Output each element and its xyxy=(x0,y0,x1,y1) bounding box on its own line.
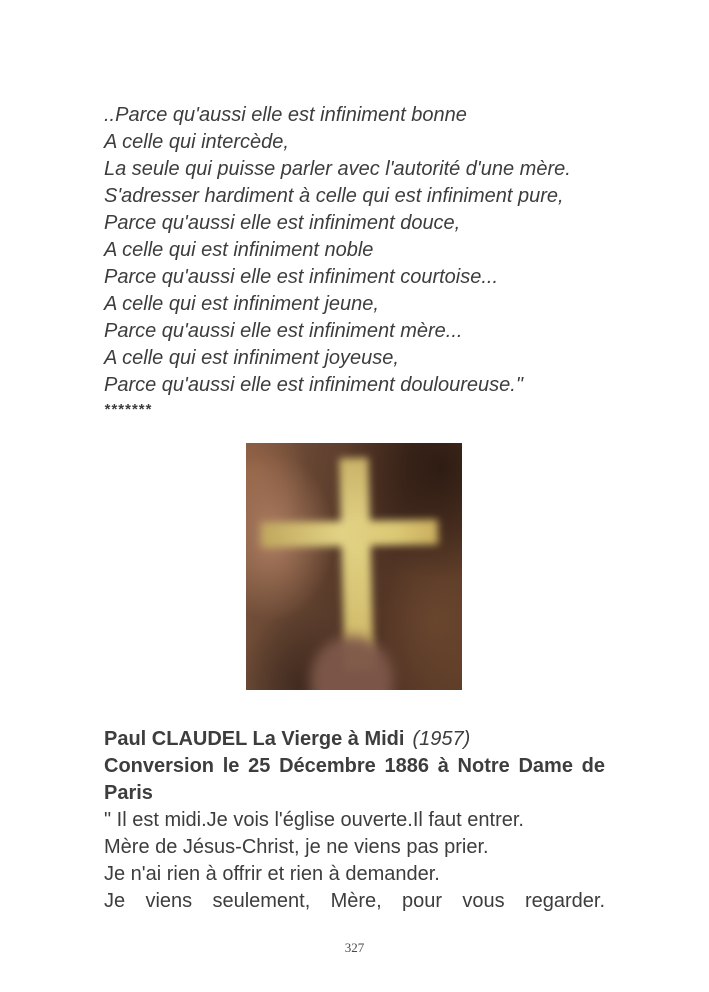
fingertip-shape xyxy=(311,636,393,690)
conversion-line: Conversion le 25 Décembre 1886 à Notre Dame de xyxy=(104,755,605,777)
verse-line: Je n'ai rien à offrir et rien à demander. xyxy=(104,863,440,885)
poem-line: Parce qu'aussi elle est infiniment courtoise... xyxy=(104,266,499,288)
poem-line: ..Parce qu'aussi elle est infiniment bonne xyxy=(104,104,467,126)
poem-line: Parce qu'aussi elle est infiniment douloureuse." xyxy=(104,374,523,396)
verse-line: Mère de Jésus-Christ, je ne viens pas prier. xyxy=(104,836,489,858)
poem-line: A celle qui est infiniment jeune, xyxy=(104,293,379,315)
poem-line: Parce qu'aussi elle est infiniment mère... xyxy=(104,320,463,342)
verse-line: Je viens seulement, Mère, pour vous regarder. xyxy=(104,890,605,912)
poem-line: La seule qui puisse parler avec l'autorité d'une mère. xyxy=(104,158,571,180)
year-label: (1957) xyxy=(412,728,471,750)
cross-horizontal-bar xyxy=(261,519,439,547)
verse-line: " Il est midi.Je vois l'église ouverte.Il faut entrer. xyxy=(104,809,524,831)
cross-photo xyxy=(246,443,462,690)
poem-line: A celle qui intercède, xyxy=(104,131,289,153)
conversion-line: Paris xyxy=(104,782,153,804)
poem-line: Parce qu'aussi elle est infiniment douce, xyxy=(104,212,461,234)
author-title: Paul CLAUDEL La Vierge à Midi xyxy=(104,728,405,750)
page-number: 327 xyxy=(344,940,365,955)
asterisk-separator: ******* xyxy=(104,401,152,418)
poem-line: A celle qui est infiniment noble xyxy=(104,239,374,261)
poem-line: A celle qui est infiniment joyeuse, xyxy=(104,347,399,369)
poem-line: S'adresser hardiment à celle qui est infiniment pure, xyxy=(104,185,564,207)
bottom-text-block xyxy=(104,726,605,915)
poem-top-block xyxy=(104,102,605,419)
author-line xyxy=(104,726,605,753)
